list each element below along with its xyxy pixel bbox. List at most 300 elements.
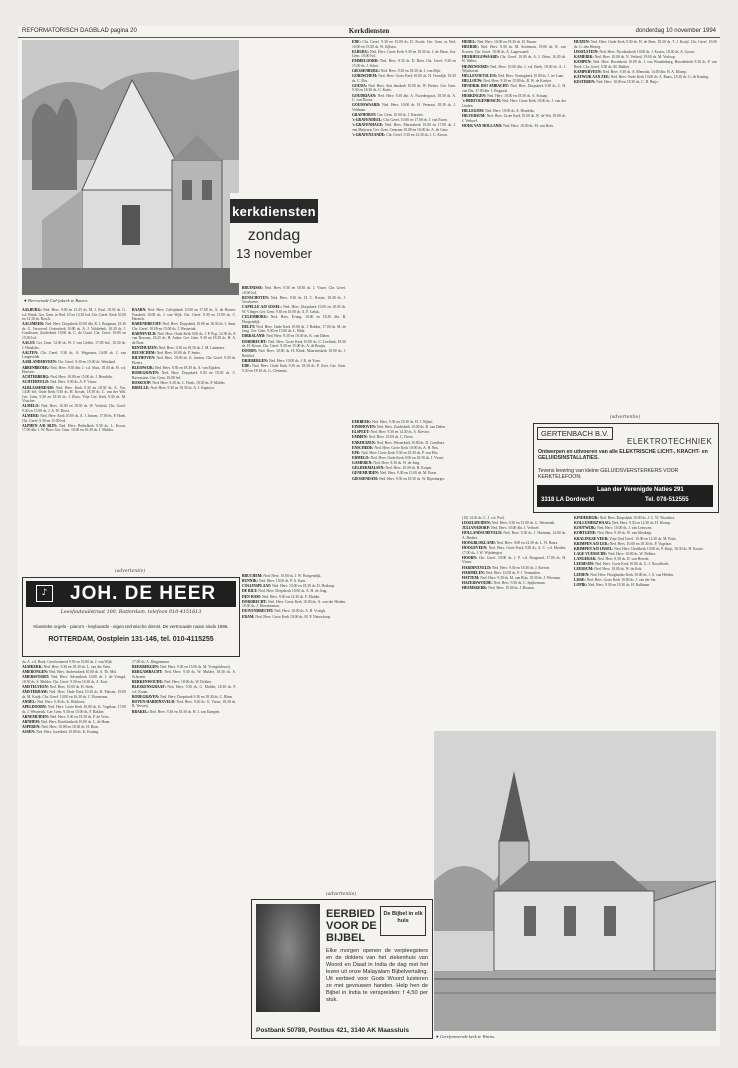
service-details: Ned. Herv. Dorpskerk 9.30 en 18.30 ds. C. Ravenstein. Ger. Gem. 10.00 lvd. [132,371,236,380]
bijbel-slogan-1: EERBIED [326,908,375,920]
church-listing [574,70,717,75]
column-9 [22,660,126,1036]
photo2-caption: ● Gereformeerde kerk te Warns. [436,1034,496,1039]
church-listing [132,695,236,700]
place-name: HEEMSKERK: [462,586,488,591]
place-name: BRAKEL: [132,709,149,714]
church-listing [132,351,236,356]
place-name: EPE: [352,450,361,455]
place-name: GIESSENBURG: [352,69,380,74]
place-name: HELLOUW: [462,79,483,84]
place-name: KINDERDIJK: [574,516,599,520]
place-name: HILVERSUM: [462,114,486,119]
place-name: LOPIK: [574,582,588,587]
church-listing [22,660,126,665]
child-photo [256,904,320,1012]
place-name: ENSCHEDE: [352,445,374,450]
church-listing [132,660,236,665]
bijbel-footer: Postbank 50789, Postbus 421, 3140 AK Maassluis [256,1027,409,1034]
service-details: Ned. Herv. Dorpskerk 10.00 ds. A. H. de Jong. [257,589,328,594]
service-details: Ned. Herv. 9.30 ds. M. Soeteman, 19.00 ds. R. van Kooten. Chr. Geref. 10.00 ds. A. Lagerwaard. [462,45,566,54]
church-listing [242,589,346,594]
church-listing [574,521,717,526]
church-listing [574,542,717,547]
church-listing [462,94,566,99]
service-details: Ned. Herv. 9.30 en 14.30 ds. H. Klomp. [611,521,671,526]
place-name: ASSEN: [22,730,36,735]
service-details: Ned. Herv. Sint Janskerk 10.00 ds. W. Pieters. Ger. Gem. 9.30 en 18.30 ds. G. Kater. [352,83,456,93]
place-name: BERGAMBACHT: [132,670,163,675]
place-name: BRUCHEM: [242,574,263,578]
church-listing [462,576,566,581]
place-name: AMSTELVEEN: [22,685,49,690]
church-listing [132,381,236,386]
service-details: Ned. Herv. 9.30 en 18.30 ds. A. van Eijsden. [153,366,221,371]
church-listing [22,351,126,360]
church-listing [352,420,456,425]
place-name: EINDHOVEN: [352,425,376,430]
service-details: Ned. Herv. Grote Kerk 9.30 en 18.30 ds. J. de Haan. Ger. Gem. 10.00 lvd. [352,49,456,59]
place-name: BENTHUIZEN: [132,346,158,351]
church-illustration [22,40,239,295]
place-name: ALMKERK: [22,665,43,670]
church-listing [22,715,126,720]
church-illustration-2 [434,731,716,1031]
service-details: Ned. Herv. 9.30 ds. D. van Heerde. [596,557,650,562]
church-listing [22,380,126,385]
place-name: ANDEL: [22,699,37,704]
service-details: Ned. Herv. Grote Kerk 10.00 ds. C. Leeftink, 18.30 ds. H. Kroon. Chr. Geref. 9.30 en 15.00 ds. A. de Bruijn. [242,339,346,349]
place-name: BLESKENSGRAAF: [132,685,166,690]
place-name: GENEMUIDEN: [352,471,380,476]
bijbel-slogan-2: VOOR DE [326,920,377,932]
headline-day: zondag [247,227,301,244]
service-details: Ned. Herv. 10.00 en 18.30 ds. A. Schaap. [486,94,548,99]
place-name: KAMERIK: [574,54,594,59]
service-details: Ned. Herv. Grote Kerk 10.00 ds. H. Oostdijk, 18.30 ds. C. Bos. [352,74,456,83]
service-details: Ned. Herv. Bethelkerk 9.30 ds. L. Kroon, 17.00 dhr. J. W. Boer. Ger. Gem. 10.00 en 16.30 ds. J. Mulder. [22,423,126,433]
place-name: DELFT: [242,324,256,329]
gertenbach-type: ELEKTROTECHNIEK [627,437,713,446]
church-listing [22,424,126,433]
place-name: DORDRECHT: [242,339,267,344]
church-listing [352,430,456,435]
service-details: Ned. Herv. 9.30 en 18.30 ds. J. M. Lammers. [157,346,226,351]
church-listing [352,456,456,461]
church-listing [242,325,346,334]
service-details: Ned. Herv. Oude Kerk 9.00 en 18.30 ds. J. Visser. [369,455,444,460]
church-listing [132,308,236,322]
place-name: AMERONGEN: [22,670,49,675]
church-listing [352,118,456,123]
church-listing [242,359,346,364]
service-details: Ned. Herv. 10.00 ds. H. Klink. Maartenskerk 10.00 ds. J. Berkhof. [242,349,346,358]
church-listing [22,705,126,714]
church-listing [242,584,346,589]
service-details: Ned. Herv. 10.00 ds. K. Jansen. Chr. Geref. 9.30 ds. Pieters. [132,356,236,365]
church-photo-warns [434,731,716,1031]
issue-date: donderdag 10 november 1994 [635,28,716,34]
church-listing [132,680,236,685]
gertenbach-street: Laan der Verenigde Naties 291 [597,487,684,493]
place-name: HOOGBLOKLAND: [462,541,496,546]
headline-box [230,193,318,283]
place-name: BODEGRAVEN: [132,694,160,699]
service-details: Ned. Herv. 10.00 ds. M. van Rees. [502,123,554,128]
church-listing [462,581,566,586]
church-listing [242,296,346,305]
place-name: BILTHOVEN: [132,356,156,361]
service-details: Ned. Herv. Grote Kerk 9.30 en 18.30 ds. P. van Elst. [360,450,439,455]
church-listing [462,124,566,129]
place-name: EMMEN: [352,435,368,440]
service-details: Ned. Herv. 9.30 en 14.30 ds. A. Kieviet. [369,430,430,435]
service-details: Chr. Geref. 9.30 ds. A. Wagenaar, 14.00 ds. J. van Langevelde. [22,350,126,360]
place-name: IJSSELSTEIN: [574,49,599,54]
service-details: Ned. Herv. Marnixkerk 10.00 en 17.00 ds. J. van Meijeren. Ger. Gem. Centrum 10.00 en 16.00 ds. A. de Geus. [352,123,456,132]
service-details: Ned. Herv. Grote Kerk 10.00 ds. G. J. Noordhoek. [594,562,670,567]
place-name: ASPEREN: [22,725,41,730]
place-name: HARMELEN: [462,570,485,575]
service-details: Ned. Herv. 9.30 en 18.30 ds. L. van der Veen. [42,665,111,670]
church-listing [352,84,456,93]
church-listing [242,600,346,609]
place-name: 's-GRAVENHAGE: [352,123,384,128]
place-name: GELDERMALSEN: [352,466,385,471]
church-listing [462,40,566,45]
church-listing [132,322,236,331]
place-name: ACHTERBERG: [22,375,50,380]
place-name: ALMELO: [22,404,40,409]
church-listing [242,340,346,349]
service-details: Ned. Herv. 9.30 en 15.00 ds. M. Boon. [379,471,438,476]
service-details: Ned. Herv. Kerk 10.00 ds. A. J. Jansen, 17.00 ds. P. Hoek. Chr. Geref. 9.30 en 15.00 lvd. [22,413,126,423]
church-listing [22,670,126,675]
place-name: KRIMPEN A/D LEK: [574,541,609,546]
church-listing [574,562,717,567]
service-details: Ned. Herv. 10.00 ds. A. B. Vroegh. [273,609,326,614]
church-listing [22,404,126,413]
place-name: HEINENOORD: [462,64,489,69]
service-details: Ned. Herv. Zuiderkerk 10.00 ds. R. van Dalen. [375,425,446,430]
church-listing [22,366,126,375]
service-details: 17.00 ds. A. Dingemanse. [132,660,170,664]
church-listing [574,60,717,69]
service-details: Ned. Herv. 9.30 dhr. J. v.d. Sluis, 18.30 ds. H. v.d. Hoeven. [22,365,126,375]
church-listing [22,375,126,380]
place-name: DUIVENDRECHT: [242,609,274,614]
service-details: Ned. Herv. 10.00 ds. J. van Leeuwen. [596,526,653,531]
church-listing [574,55,717,60]
place-name: AMERSFOORT: [22,675,50,680]
place-name: HEDEL: [462,40,477,44]
church-listing [352,40,456,49]
service-details: Chr. Geref. 10.00 ds. A. J. Otten, 16.30 ds. H. Walter. [462,54,566,64]
place-name: ARNHEM: [22,719,41,724]
service-details: Ned. Herv. 9.30 ds. W. Mulder, 18.30 ds. A. Schroten. [132,670,236,679]
service-details: Ned. Herv. Hooglandse Kerk 10.00 ds. J. A. van Helden. [589,572,674,577]
place-name: BODEGRAVEN: [132,371,160,376]
service-details: Ned. Herv. 9.30 en 18.30 ds. H. J. van Kampen. [148,709,221,714]
column-1 [22,308,126,566]
church-listing [22,730,126,735]
church-listing [242,315,346,324]
place-name: COLIJNSPLAAT: [242,584,272,589]
place-name: AALSMEER: [22,322,45,327]
church-listing [462,571,566,576]
place-name: HARDINXVELD: [462,565,492,570]
church-listing [22,690,126,699]
service-details: Ned. Herv. 10.00 ds. N. Verheul, 19.00 ds. M. Verloop. [593,54,676,59]
service-details: Ned. Herv. Calvijnkerk 10.00 en 17.00 ds. A. de Reuver. Paaskerk 10.00 ds. J. van Wijk. Chr. Geref. 9.30 en 15.00 ds. C. Harinck. [132,308,236,322]
church-listing [462,516,566,521]
place-name: AMSTERDAM: [22,690,48,695]
place-name: 's-GRAVENDEEL: [352,118,383,123]
column-2 [132,308,236,566]
service-details: Ned. Herv. Dorpskerk 10.00 dhr. R. J. Borgman, 18.30 ds. G. Verwoerd. Oosterkerk 10.00 ds. A. J. Voldiebek, 18.30 ds. J. Goudriaan. Zuiderkerk 10.00 ds. C. de Graaf. Chr. Geref. 10.00 en 15.30 lvd. [22,322,126,340]
service-details: (10) 14.30 ds. C. J. v.d. Poel. [462,516,505,520]
service-details: Ned. Herv. Dorpskerk 10.00 en 18.30 ds. J. Smit. Chr. Geref. 10.00 en 15.00 ds. J. Westerink. [132,322,236,331]
service-details: Ned. Herv. Vestingkerk 10.00 ds. J. ter Laan. [496,74,565,79]
service-details: Ned. Herv. 9.00 en 14.30 ds. L. W. Baars. [495,541,559,546]
church-listing [132,665,236,670]
church-listing [22,322,126,340]
place-name: LEERSUM: [574,567,594,572]
church-listing [132,371,236,380]
place-name: AARLANDERVEEN: [22,360,57,365]
column-4 [352,40,456,415]
place-name: DEN HAM: [242,594,261,599]
place-name: HEERHUGOWAARD: [462,54,499,59]
place-name: DOORN: [242,349,257,354]
service-details: Ned. Herv. Oude Kerk 10.30 ds. B. Plaisier, 19.00 ds. M. Kuijk. Chr. Geref. 10.00 en 16.30 ds. C. Boomsma. [22,690,126,699]
church-listing [242,349,346,358]
place-name: CULEMBORG: [242,315,268,320]
church-listing [462,566,566,571]
headline-date: 13 november [236,246,312,261]
service-details: Ned. Herv. 9.30 en 18.30 ds. J. Visser. Chr. Geref. 10.00 lvd. [242,286,346,295]
service-details: Ned. Herv. 9.30 ds. W. de Jong. [372,461,421,466]
church-listing [242,595,346,600]
place-name: KRALINGSE VEER: [574,536,609,541]
service-details: da. A. v.d. Beek. Gereformeerd 9.30 en 16.00 ds. J. van Wijk. [22,660,113,664]
service-details: Ned. Herv. 10.00 dhr. J. Verhoef. [490,526,540,531]
service-details: Ned. Herv. Eusebiuskerk 10.00 ds. L. de Haan. [40,719,111,724]
church-listing [462,531,566,540]
deheer-banner [26,581,236,607]
service-details: Ned. Herv. Jozefkerk 10.00 ds. K. Koning. [35,730,100,735]
service-details: Ned. Herv. 10.00 ds. E. Hendriks. [484,109,535,113]
place-name: HUIZEN: [574,40,590,44]
service-details: Ned. Herv. 10.00 dhr. J. v.d. Beek, 18.30 ds. A. J. Wijnhoven. [462,64,566,74]
service-details: Ned. Herv. Oude Kerk 10.00 ds. A. Baars, 18.30 ds. G. de Koning. [609,74,710,79]
church-listing [574,526,717,531]
service-details: Ned. Herv. Grote Kerk 10.00 ds. A. H. Bos. [373,445,439,450]
service-details: Ned. Herv. Grote Kerk 10.00 ds. K. Vogelaar, 17.00 ds. J. Westerink. Ger. Gem. 9.30 en 15.00 ds. F. Bakker. [22,705,126,714]
service-details: Ned. Herv. 10.00 ds. P. A. Kant. [257,579,307,584]
church-listing [352,451,456,456]
service-details: Ned. Herv. 9.30 ds. C. Hoek, 18.30 ds. P. Mulder. [151,380,226,385]
service-details: Ned. Herv. Oude Kerk 9.00 ds. J. P. Pop, 14.30 ds. P. van Rossum, 18.45 ds. H. Anker. Ger. Gem. 9.30 en 18.30 ds. H. A. de Boer. [132,331,236,346]
church-listing [574,552,717,557]
service-details: Chr. Geref. 9.30 en 14.30 ds. J. C. Kroon. [385,132,448,137]
church-photo-baarn [22,40,239,295]
church-listing [462,55,566,64]
deheer-logo-icon: ♪ [36,585,53,602]
church-listing [22,414,126,423]
church-listing [574,557,717,562]
masthead [18,26,720,38]
place-name: EERBEEK: [352,420,372,424]
place-name: EDE: [352,40,361,44]
service-details: Ned. Herv. Dorpskerk 10.00 en 18.30 ds. W. Vlieger. Ger. Gem. 9.30 en 16.00 ds. A. F. Geluk. [242,305,346,314]
photo2-caption-text: Gereformeerde kerk te Warns. [439,1034,496,1039]
service-details: Ned. Herv. Bovenkerk 10.00 ds. J. van Woudenberg, Broederkerk 9.30 ds. P. van Beek. Chr. Geref. 9.30 ds. M. Bakker. [574,59,717,69]
service-details: Ned. Herv. 10.00 ds. H. Kuiper. [384,466,433,471]
service-details: Ned. Herv. 9.30 en 15.00 ds. B. W. de Koeijer. [482,79,552,84]
church-listing [352,69,456,74]
section-title: Kerkdiensten [348,27,390,35]
place-name: LEIDEN: [574,572,590,577]
place-name: BOSKOOP: [132,380,152,385]
church-listing [574,573,717,578]
place-name: BOVEN-HARDINXVELD: [132,699,176,704]
church-listing [352,123,456,132]
place-name: ARNEMUIDEN: [22,714,50,719]
church-listing [352,466,456,471]
service-details: Ned. Herv. Oude Kerk 9.30 en 18.30 ds. P. Zoet. Ger. Gem. 9.30 en 18.30 ds. G. Clements. [242,364,346,373]
service-details: Ned. Herv. IJsselkerk 10.00 ds. P. Kuijt, 18.30 ds. H. Koster. [613,546,704,551]
place-name: KESTEREN: [574,79,596,84]
place-name: BAARN: [132,308,147,312]
place-name: IJSSELMUIDEN: [462,521,491,526]
service-details: Ned. Herv. 9.30 en 18.30 ds. J. van Dijk. [379,69,441,74]
service-details: Ned. Herv. 9.30 ds. G. Mulder, 18.30 ds. P. v.d. Kraan. [132,685,236,694]
place-name: 's-HERTOGENBOSCH: [462,99,501,104]
place-name: ALMERE: [22,413,40,418]
service-details: Ned. Herv. 9.00 en 15.45 ds. M. J. Paul, 18.30 ds. G. v.d. Brink. Ger. Gem. in Ned. 10 en 14.30 lvd. Chr. Geref. Kerk 10.00 en 14.30 ds. Bosch. [22,308,126,322]
service-details: Ned. Herv. Grote Kerk 10.00 ds. J. van der Linden. [462,99,566,108]
church-listing [574,80,717,85]
place-name: ACHTERVELD: [22,380,50,385]
church-listing [22,720,126,725]
service-details: Ned. Herv. 9.30 en 18.30 ds. A. J. Kapteyn. [149,386,215,391]
place-name: CAPELLE A/D IJSSEL: [242,305,282,310]
church-listing [352,477,456,482]
church-listing [242,334,346,339]
place-name: HEERDE: [462,45,479,50]
service-details: Chr. Geref. 9.30 en 15.00 ds. D. Koole. Ger. Gem. in Ned. 10.00 en 15.00 ds. W. Zijlstra. [352,40,456,49]
service-details: Ned. Herv. 9.30 en 15.00 ds. G. Westerink. [490,521,556,526]
place-name: HOORN: [462,555,478,560]
place-name: HELLEVOETSLUIS: [462,74,497,79]
advert-bijbel[interactable] [251,899,433,1039]
church-listing [462,586,566,591]
place-name: BUNSCHOTEN: [242,295,270,300]
church-listing [574,516,717,521]
place-name: DORDRECHT: [242,599,267,604]
advert-deheer[interactable] [22,577,240,657]
gertenbach-tv: Tevens levering van kleine GELUIDSVERSTERKERS VOOR KERKTELEFOON. [538,468,679,480]
place-name: AALST: [22,341,36,346]
service-details: Ned. Herv. 10.00 en 18.30 ds. D. Heikoop. [271,584,336,589]
church-listing [352,133,456,138]
place-name: APELDOORN: [22,705,47,710]
place-name: HOOGEVEEN: [462,546,488,551]
service-details: Chr. Geref. 10.00 ds. J. P. v.d. Boogaard, 17.00 ds. H. Visser. [462,555,566,565]
service-details: Ned. Herv. Dorpskerk 9.30 en 18.30 ds. C. Blom. [159,694,234,699]
advert-label-1: (advertentie) [114,569,146,574]
service-details: Ned. Herv. 9.30 en 14.30 ds. F. Mulder. [260,594,321,599]
service-details: Ned. Herv. 10.00 ds. C. Drost. [367,435,414,440]
service-details: Ned. Herv. 9.30 ds. A. Mensink, 14.00 dhr. H. A. Klomp. [601,69,687,74]
service-details: Ned. Herv. 9.30 ds. H. C. Koster, 18.30 ds. J. Voorhoeve. [242,295,346,305]
place-name: GORINCHEM: [352,74,378,79]
gertenbach-desc: Ontwerpen en uitvoeren van alle ELEKTRISCHE LICHT-, KRACHT- en GELUIDSINSTALLATIES. [538,449,708,461]
bijbel-body: Elke morgen openen de verpleegsters en de dokters van het ziekenhuis van Woord en Daad in India de dag met het lezen uit onze Malayalam Bijbelvertaling. Uit eerbied voor Gods Woord luisteren ze met gevouwen handen. Help hen de Bijbel in India te verspreiden: f 4,50 per stuk. [326,948,428,1003]
place-name: LEERDAM: [574,562,595,567]
place-name: KOLLUMERZWAAG: [574,521,612,526]
service-details: Ned. Herv. 9.30 ds. M. van Rijn, 18.30 ds. J. Wiersma. [479,575,561,580]
place-name: DIRKSLAND: [242,334,266,339]
church-listing [132,332,236,346]
church-listing [352,113,456,118]
service-details: Ned. Herv. 10.00 en 15.00 ds. J. Hendriks. [49,375,114,380]
place-name: ALPHEN A/D RIJN: [22,423,58,428]
advert-gertenbach[interactable] [533,423,719,513]
service-details: Ned. Herv. Adventkerk 10.00 ds. J. de Vreugd, 18.30 ds. S. Mulder. Chr. Geref. 9.30 en 16.30 ds. A. Kort. [22,675,126,684]
place-name: KAMPERVEEN: [574,69,602,74]
service-details: Ned. Herv. 9.30 ds. J. Hartman, 14.00 ds. A. Beuker. [462,531,566,540]
place-name: AALBURG: [22,308,42,312]
deheer-sub: Leesfauteuilstraat 100, Rotterdam, telefoon 010-4151613 [60,610,202,615]
place-name: ELSPEET: [352,430,370,435]
service-details: Ned. Herv. 10.00 ds. J. Bouma. [487,586,535,591]
church-listing [574,583,717,588]
deheer-line2: Klassieke orgels - piano's - keyboards - eigen technische dienst. De vertrouwde naam sinds 1896. [33,624,229,629]
service-details: Ned. Herv. Kerk 9.30 en 18.30 ds. A. Vos, 14.00 lvd. Oude Kerk 9.30 ds. H. Koster, 18.30 ds. C. van der Wal. Ger. Gem. 9.30 en 18.30 ds. J. Roos, Vrije Ger. Kerk 9.30 ds. M. Visscher. [22,385,126,404]
paper-name: REFORMATORISCH DAGBLAD pagina 20 [22,28,137,34]
service-details: Ned. Herv. 9.30 ds. K. Bokhorst. [36,699,86,704]
place-name: HILLEGOM: [462,109,485,113]
place-name: HOLLANDSCHEVELD: [462,531,503,536]
service-details: Ned. Herv. Andreaskerk 10.00 ds. A. Th. Mol. [48,670,118,675]
place-name: BERKENWOUDE: [132,679,164,684]
service-details: Ned. Herv. 10.00 ds. J. W. Hoogendijk. [262,574,322,578]
place-name: GIESSENDAM: [352,476,379,481]
church-listing [22,700,126,705]
church-listing [22,685,126,690]
church-listing [22,360,126,365]
church-listing [574,40,717,49]
place-name: ALBLASSERDAM: [22,385,54,390]
place-name: ELBURG: [352,49,369,54]
headline-title: kerkdiensten [230,199,318,223]
place-name: HENDRIK IDO AMBACHT: [462,84,510,89]
service-details: Ned. Herv. Grote Kerk 10.00 ds. A. van der Heiden, 18.30 ds. J. Kloosterman. [242,599,346,609]
place-name: GOUDSWAARD: [352,103,381,108]
gertenbach-name: GERTENBACH B.V. [537,427,613,440]
place-name: GOUDA: [352,83,367,88]
church-listing [462,526,566,531]
advert-label-2: (advertentie) [609,415,641,420]
church-listing [132,685,236,694]
church-listing [462,541,566,546]
service-details: Ned. Herv. 10.00 en 18.30 ds. H. Paauw. [476,40,538,44]
service-details: Ned. Herv. Nicolaaskerk 10.00 ds. J. Koster, 18.30 ds. A. Groen. [598,49,695,54]
service-details: Ned. Herv. Evang. 10.00 en 18.30 dhr. B. Hoogendijk. [242,315,346,324]
place-name: BRIELLE: [132,386,150,391]
